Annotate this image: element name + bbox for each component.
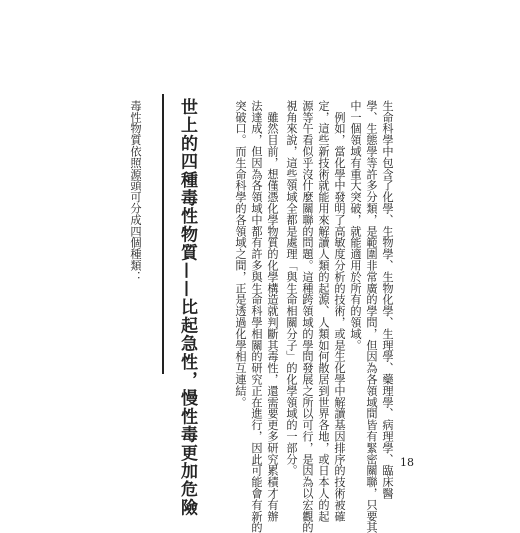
body-text-column: 定，這些新技術就能用來解讀人類的起源、人類如何散居到世界各地，或日本人的起	[317, 100, 330, 522]
body-text-column: 突破口。而生命科學的各領域之間，正是透過化學相互連結。	[234, 100, 247, 408]
body-text-column: 中一個領域有重大突破，就能適用於所有的領域。	[349, 100, 362, 351]
heading-rule	[162, 94, 164, 374]
body-text-column: 源等午看似乎沒什麼關聯的問題。這種跨領域的學問發展之所以可行，是因為以宏觀的	[301, 100, 314, 533]
body-text-column: 例如，當化學中發明了高敏度分析的技術，或是生化學中解讀基因排序的技術被確	[333, 100, 346, 522]
body-text-column: 生命科學中包含了化學、生物學、生物化學、生理學、藥理學、病理學、臨床醫	[381, 100, 394, 499]
body-text-column: 雖然目前，想僅憑化學物質的化學構造就判斷其毒性，還需要更多研究累積才有辦	[266, 100, 279, 522]
body-text-column: 法達成，但因為各領域中都有許多與生命科學相關的研究正在進行，因此可能會有新的	[250, 100, 263, 533]
body-text-column: 學、生態學等許多分類，是範圍非常廣的學問，但因為各領域間皆有緊密關聯，只要其	[365, 100, 378, 533]
section-intro-text: 毒性物質依照源頭可分成四個種類：	[129, 100, 142, 283]
section-heading: 世上的四種毒性物質——比起急性，慢性毒更加危險	[177, 98, 197, 517]
page-number: 18	[400, 456, 414, 469]
body-text-column: 視角來說，這些領域全都是處理「與生命相關分子」的化學領域的一部分。	[285, 100, 298, 477]
